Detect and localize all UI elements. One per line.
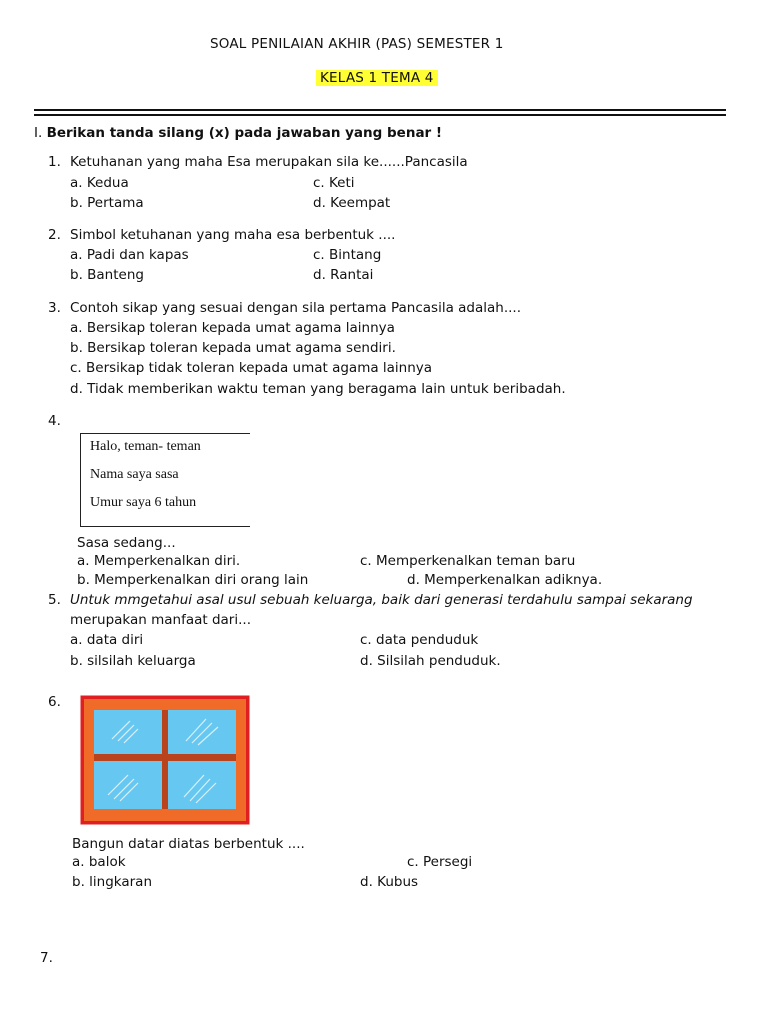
question-1-option-b: b. Pertama xyxy=(70,195,144,211)
section-heading xyxy=(34,124,442,142)
question-5-option-b: b. silsilah keluarga xyxy=(70,653,196,669)
header-divider-bottom xyxy=(34,114,726,116)
question-1-text: Ketuhanan yang maha Esa merupakan sila ke......Pancasila xyxy=(70,154,468,170)
question-2-option-d: d. Rantai xyxy=(313,267,374,283)
window-pane-bottom-right xyxy=(168,761,236,809)
intro-line-2: Nama saya sasa xyxy=(90,467,179,482)
intro-line-1: Halo, teman- teman xyxy=(90,439,201,454)
question-2-number: 2. xyxy=(48,227,61,243)
question-1-option-c: c. Keti xyxy=(313,175,355,191)
intro-line-3: Umur saya 6 tahun xyxy=(90,495,197,510)
question-1-number: 1. xyxy=(48,154,61,170)
page-subtitle xyxy=(316,70,438,86)
question-5-option-a: a. data diri xyxy=(70,632,144,648)
header-divider-top xyxy=(34,109,726,111)
window-pane-top-right xyxy=(168,710,236,754)
question-4-text: Sasa sedang... xyxy=(77,535,176,551)
question-2-option-a: a. Padi dan kapas xyxy=(70,247,189,263)
question-4-number: 4. xyxy=(48,413,61,429)
window-illustration xyxy=(80,695,250,825)
window-bar-horizontal xyxy=(94,754,236,761)
question-3-option-b: b. Bersikap toleran kepada umat agama sendiri. xyxy=(70,340,396,356)
subtitle-highlight: KELAS 1 TEMA 4 xyxy=(316,70,438,86)
question-1-option-a: a. Kedua xyxy=(70,175,129,191)
question-2-option-b: b. Banteng xyxy=(70,267,144,283)
question-2-text: Simbol ketuhanan yang maha esa berbentuk .... xyxy=(70,227,396,243)
question-5-text-line-1: Untuk mmgetahui asal usul sebuah keluarga, baik dari generasi terdahulu sampai sekarang xyxy=(70,592,693,608)
question-6-option-a: a. balok xyxy=(72,854,126,870)
question-6-number: 6. xyxy=(48,694,61,710)
question-4-option-a: a. Memperkenalkan diri. xyxy=(77,553,241,569)
question-6-text: Bangun datar diatas berbentuk .... xyxy=(72,836,305,852)
window-pane-top-left xyxy=(94,710,162,754)
question-2-option-c: c. Bintang xyxy=(313,247,382,263)
section-roman: I. xyxy=(34,125,43,141)
question-4-option-c: c. Memperkenalkan teman baru xyxy=(360,553,576,569)
question-7-number: 7. xyxy=(40,950,53,966)
question-3-option-d: d. Tidak memberikan waktu teman yang beragama lain untuk beribadah. xyxy=(70,381,566,397)
question-5-text-line-2: merupakan manfaat dari... xyxy=(70,612,251,628)
question-3-option-c: c. Bersikap tidak toleran kepada umat agama lainnya xyxy=(70,360,433,376)
question-4-option-b: b. Memperkenalkan diri orang lain xyxy=(77,572,309,588)
question-3-option-a: a. Bersikap toleran kepada umat agama lainnya xyxy=(70,320,395,336)
question-4-option-d: d. Memperkenalkan adiknya. xyxy=(407,572,603,588)
section-instruction: Berikan tanda silang (x) pada jawaban yang benar ! xyxy=(46,125,443,141)
question-6-option-d: d. Kubus xyxy=(360,874,419,890)
question-1-option-d: d. Keempat xyxy=(313,195,391,211)
question-6-option-b: b. lingkaran xyxy=(72,874,153,890)
question-3-text: Contoh sikap yang sesuai dengan sila pertama Pancasila adalah.... xyxy=(70,300,522,316)
question-6-option-c: c. Persegi xyxy=(407,854,473,870)
question-5-option-d: d. Silsilah penduduk. xyxy=(360,653,501,669)
page-title: SOAL PENILAIAN AKHIR (PAS) SEMESTER 1 xyxy=(210,36,504,52)
question-5-number: 5. xyxy=(48,592,61,608)
question-5-option-c: c. data penduduk xyxy=(360,632,479,648)
question-3-number: 3. xyxy=(48,300,61,316)
